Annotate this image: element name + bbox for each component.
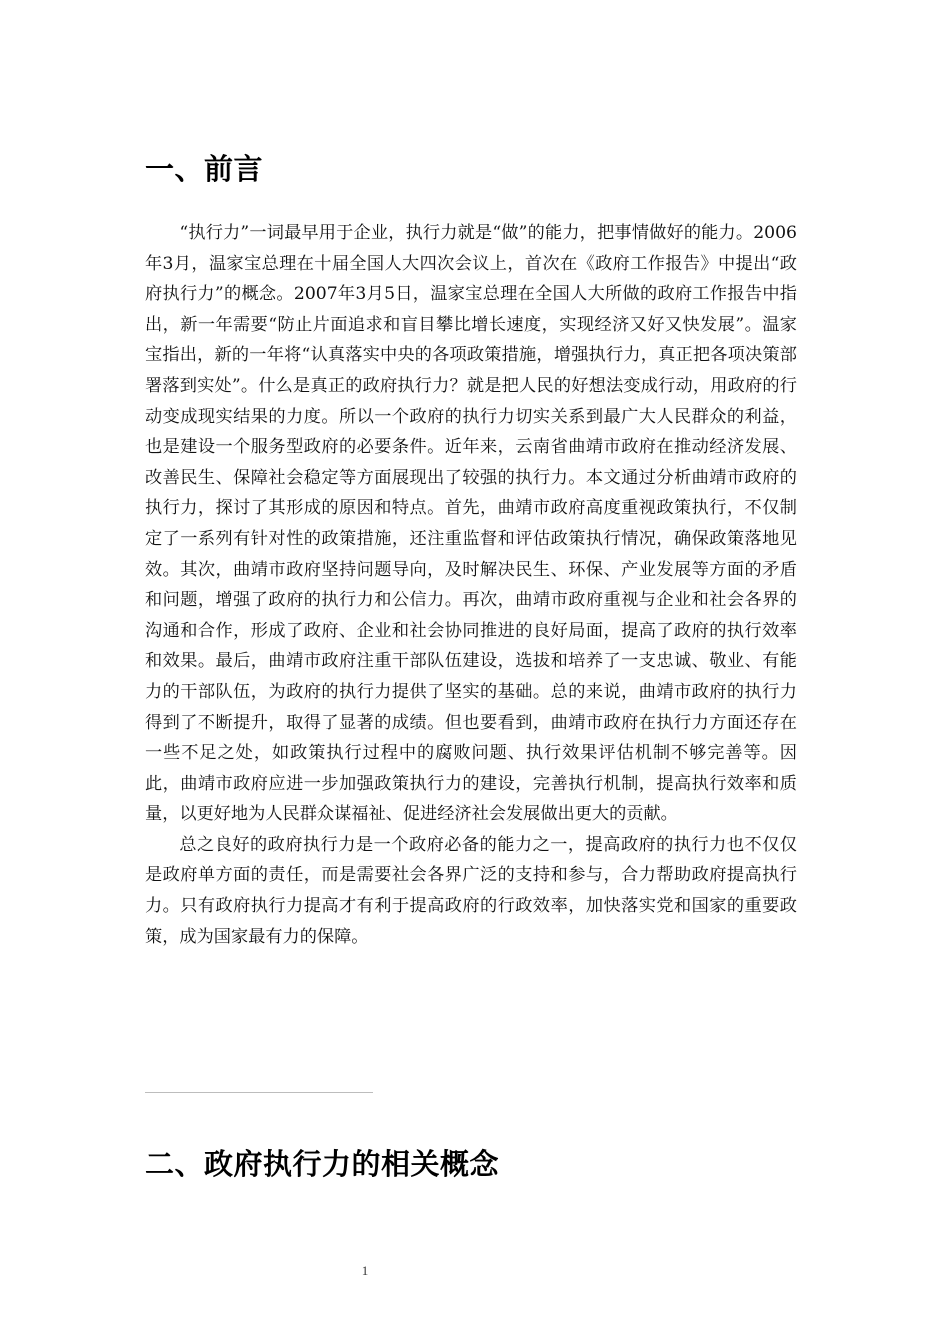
preface-body <box>145 218 797 952</box>
section-heading-preface: 一、前言 <box>145 152 264 186</box>
body-paragraph: “执行力”一词最早用于企业，执行力就是“做”的能力，把事情做好的能力。2006年3月，温家宝总理在十届全国人大四次会议上，首次在《政府工作报告》中提出“政府执行力”的概念。2007年3月5日，温家宝总理在全国人大所做的政府工作报告中指出，新一年需要“防止片面追求和盲目攀比增长速度，实现经济又好又快发展”。温家宝指出，新的一年将“认真落实中央的各项政策措施，增强执行力，真正把各项决策部署落到实处”。什么是真正的政府执行力？就是把人民的好想法变成行动，用政府的行动变成现实结果的力度。所以一个政府的执行力切实关系到最广大人民群众的利益，也是建设一个服务型政府的必要条件。近年来，云南省曲靖市政府在推动经济发展、改善民生、保障社会稳定等方面展现出了较强的执行力。本文通过分析曲靖市政府的执行力，探讨了其形成的原因和特点。首先，曲靖市政府高度重视政策执行，不仅制定了一系列有针对性的政策措施，还注重监督和评估政策执行情况，确保政策落地见效。其次，曲靖市政府坚持问题导向，及时解决民生、环保、产业发展等方面的矛盾和问题，增强了政府的执行力和公信力。再次，曲靖市政府重视与企业和社会各界的沟通和合作，形成了政府、企业和社会协同推进的良好局面，提高了政府的执行效率和效果。最后，曲靖市政府注重干部队伍建设，选拔和培养了一支忠诚、敬业、有能力的干部队伍，为政府的执行力提供了坚实的基础。总的来说，曲靖市政府的执行力得到了不断提升，取得了显著的成绩。但也要看到，曲靖市政府在执行力方面还存在一些不足之处，如政策执行过程中的腐败问题、执行效果评估机制不够完善等。因此，曲靖市政府应进一步加强政策执行力的建设，完善执行机制，提高执行效率和质量，以更好地为人民群众谋福祉、促进经济社会发展做出更大的贡献。 <box>145 223 797 825</box>
page-number: 1 <box>361 1263 369 1278</box>
body-paragraph: 总之良好的政府执行力是一个政府必备的能力之一，提高政府的执行力也不仅仅是政府单方面的责任，而是需要社会各界广泛的支持和参与，合力帮助政府提高执行力。只有政府执行力提高才有利于提高政府的行政效率，加快落实党和国家的重要政策，成为国家最有力的保障。 <box>145 834 797 947</box>
section-divider <box>145 1092 373 1093</box>
section-heading-concepts: 二、政府执行力的相关概念 <box>145 1147 500 1181</box>
